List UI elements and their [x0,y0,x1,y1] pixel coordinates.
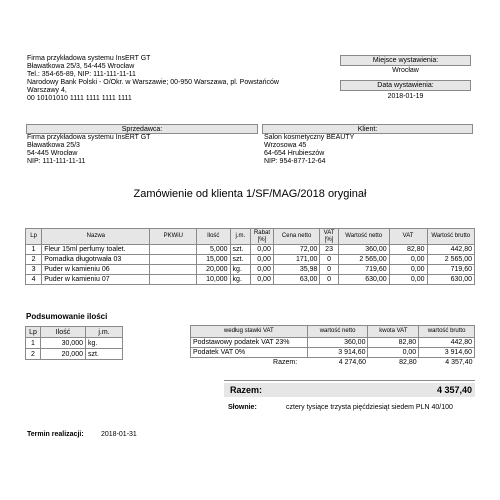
company-header-line: Narodowy Bank Polski - O/Okr. w Warszawie; 00-950 Warszawa, pl. Powstańców Warszawy 4, [27,79,279,94]
table-row [26,275,475,285]
cell-unit: kg. [230,275,251,285]
items-header-row [26,229,475,245]
client-label: Klient: [262,124,473,134]
seller-line: 54-445 Wrocław [27,150,78,157]
deadline-value: 2018-01-31 [101,431,137,438]
cell-net: 360,00 [338,245,389,255]
seller-line: NIP: 111-111-11-11 [27,158,86,165]
qty-summary-table [25,326,123,360]
client-line: NIP: 954-877-12-64 [264,158,326,165]
col-header: Cena netto [273,229,320,245]
col-header: VAT [389,229,427,245]
cell-price: 72,00 [273,245,320,255]
cell-discount: 0,00 [251,245,274,255]
table-row [26,255,475,265]
issue-date-value: 2018-01-19 [387,93,424,100]
cell-qty: 20,000 [41,349,86,360]
grand-total-value: 4 357,40 [436,385,472,395]
place-label: Miejsce wystawienia: [340,55,471,66]
qty-header-row [26,327,123,338]
cell-qty: 15,000 [197,255,231,265]
table-row [26,338,123,349]
cell-vat: 0,00 [389,275,427,285]
col-header: Lp [26,327,41,338]
cell-gross: 630,00 [427,275,475,285]
client-details [264,134,354,166]
grand-total-bar [224,383,475,397]
cell-name: Fleur 15ml perfumy toalet. [42,245,150,255]
deadline-label: Termin realizacji: [27,431,84,438]
col-header: Lp [26,229,42,245]
cell-discount: 0,00 [251,265,274,275]
seller-label: Sprzedawca: [26,124,258,134]
cell-price: 171,00 [273,255,320,265]
table-row [26,265,475,275]
cell-unit: kg. [230,265,251,275]
col-header: Rabat [%] [251,229,274,245]
cell-discount: 0,00 [251,275,274,285]
cell-vat: 82,80 [389,245,427,255]
client-line: Salon kosmetyczny BEAUTY [264,134,355,141]
seller-line: Bławatkowa 25/3 [27,142,80,149]
col-header: według stawki VAT [191,326,308,338]
col-header: Nazwa [42,229,150,245]
cell-unit: szt. [86,349,123,360]
vat-total-net: 4 274,60 [338,359,366,366]
cell-lp: 2 [26,255,42,265]
cell-discount: 0,00 [251,255,274,265]
cell-lp: 1 [26,338,41,349]
seller-details [27,134,150,166]
cell-vat-rate: 23 [320,245,338,255]
cell-name: Puder w kamieniu 06 [42,265,150,275]
col-header: wartość netto [307,326,368,338]
col-header: Ilość [197,229,231,245]
table-row [26,245,475,255]
cell-rate: Podstawowy podatek VAT 23% [191,338,308,348]
col-header: Wartość brutto [427,229,475,245]
cell-vat: 0,00 [389,255,427,265]
col-header: VAT [%] [320,229,338,245]
cell-gross: 442,80 [427,245,475,255]
cell-vat-rate: 0 [320,265,338,275]
cell-lp: 4 [26,275,42,285]
vat-header-row [191,326,475,338]
col-header: kwota VAT [368,326,419,338]
col-header: Ilość [41,327,86,338]
vat-summary-table [190,325,475,367]
cell-gross: 442,80 [419,338,475,348]
cell-lp: 2 [26,349,41,360]
cell-qty: 20,000 [197,265,231,275]
cell-lp: 1 [26,245,42,255]
company-header-line: Bławatkowa 25/3, 54-445 Wrocław [27,63,135,70]
cell-pkwiu [150,265,197,275]
client-line: Wrzosowa 45 [264,142,307,149]
cell-vat: 82,80 [368,338,419,348]
items-table [25,228,475,285]
client-line: 64-654 Hrubieszów [264,150,325,157]
cell-unit: szt. [230,245,251,255]
vat-total-gross: 4 357,40 [445,359,473,366]
col-header: PKWiU [150,229,197,245]
col-header: j.m. [86,327,123,338]
document-title: Zamówienie od klienta 1/SF/MAG/2018 oryginał [133,188,367,200]
cell-gross: 719,60 [427,265,475,275]
cell-net: 2 565,00 [338,255,389,265]
cell-qty: 10,000 [197,275,231,285]
cell-vat-rate: 0 [320,275,338,285]
cell-vat: 0,00 [389,265,427,275]
company-header-line: Firma przykładowa systemu InsERT GT [27,55,151,62]
cell-unit: kg. [86,338,123,349]
cell-net: 630,00 [338,275,389,285]
cell-net: 3 914,60 [307,348,368,358]
vat-total-vat: 82,80 [399,359,417,366]
cell-vat-rate: 0 [320,255,338,265]
vat-total-row [191,358,475,368]
cell-qty: 5,000 [197,245,231,255]
qty-summary-title: Podsumowanie ilości [26,312,108,321]
vat-total-label: Razem: [273,359,298,366]
cell-price: 63,00 [273,275,320,285]
cell-gross: 2 565,00 [427,255,475,265]
table-row [191,338,475,348]
table-row [191,348,475,358]
cell-price: 35,98 [273,265,320,275]
cell-pkwiu [150,255,197,265]
place-value: Wrocław [392,67,419,74]
col-header: Wartość netto [338,229,389,245]
issue-date-label: Data wystawienia: [340,80,471,91]
seller-line: Firma przykładowa systemu InsERT GT [27,134,151,141]
grand-total-label: Razem: [230,385,263,395]
company-header-line: 00 10101010 1111 1111 1111 1111 [27,95,132,102]
company-header [27,55,327,103]
company-header-line: Tel.: 354-65-89, NIP: 111-111-11-11 [27,71,136,78]
col-header: j.m. [230,229,251,245]
in-words-label: Słownie: [228,404,257,411]
col-header: wartość brutto [419,326,475,338]
cell-rate: Podatek VAT 0% [191,348,308,358]
cell-name: Puder w kamieniu 07 [42,275,150,285]
cell-pkwiu [150,245,197,255]
cell-vat: 0,00 [368,348,419,358]
cell-qty: 30,000 [41,338,86,349]
divider [224,380,475,381]
cell-pkwiu [150,275,197,285]
in-words-value: cztery tysiące trzysta pięćdziesiąt siedem PLN 40/100 [286,404,453,411]
cell-net: 719,60 [338,265,389,275]
cell-unit: szt. [230,255,251,265]
cell-name: Pomadka długotrwała 03 [42,255,150,265]
table-row [26,349,123,360]
cell-lp: 3 [26,265,42,275]
cell-gross: 3 914,60 [419,348,475,358]
cell-net: 360,00 [307,338,368,348]
